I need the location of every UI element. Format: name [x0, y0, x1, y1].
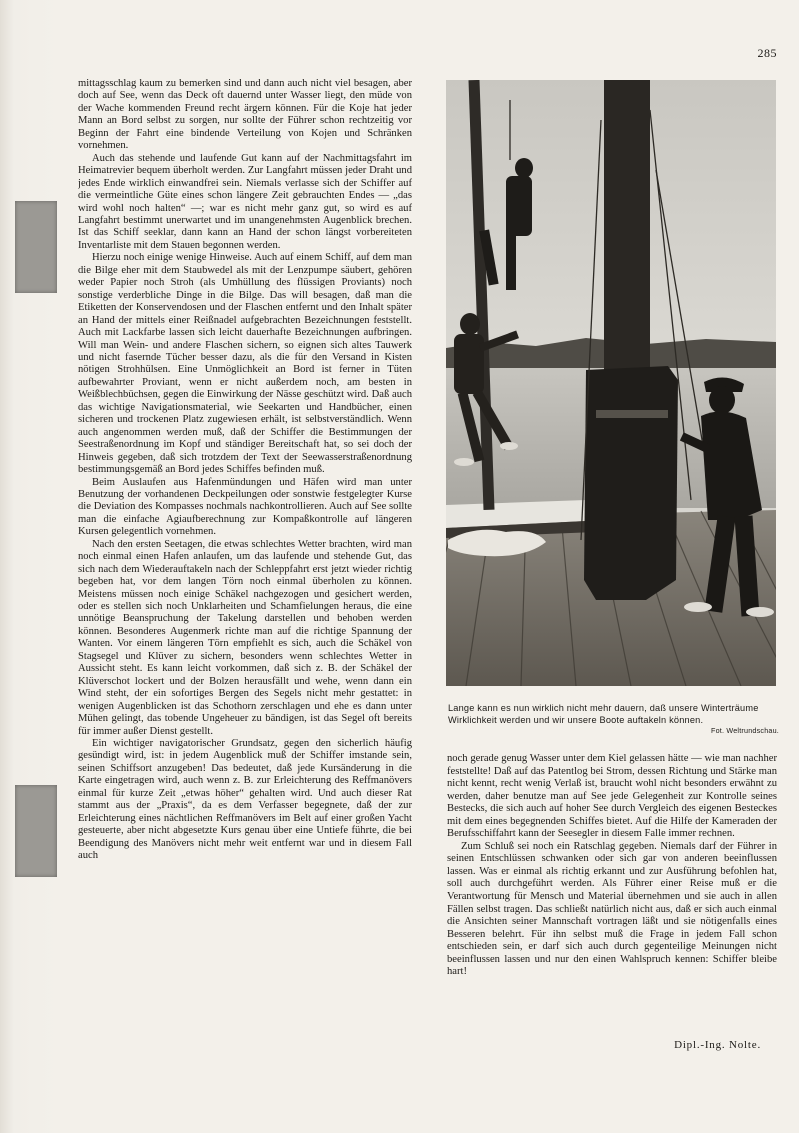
binder-hole-top	[15, 201, 57, 293]
photo-credit: Fot. Weltrundschau.	[711, 726, 779, 735]
page-number: 285	[757, 46, 777, 60]
paragraph: Zum Schluß sei noch ein Ratschlag gegeben. Niemals darf der Führer in seinen Entschlüssen schwanken oder sich gar von anderen beeinflussen lassen. Was er einmal als richtig erkannt und zur Ausführung befohlen hat, soll auch durchgeführt werden. Als Führer einer Reise muß er die Verantwortung für Mensch und Material übernehmen und sie auch in allen Fällen selbst tragen. Das schließt natürlich nicht aus, daß er sich auch einmal die Ansichten seiner Mannschaft vortragen läßt und sie nötigenfalls eines Besseren belehrt. Für ihn selbst muß die Frage in jedem Fall schon entschieden sein, er darf sich auch durch gegenteilige Meinungen nicht beeinflussen lassen und nur den einen Wahlspruch kennen: Schiffer bleibe hart!	[447, 840, 777, 978]
photo-men-on-mast	[446, 80, 776, 686]
paragraph: Ein wichtiger navigatorischer Grundsatz, gegen den sicherlich häufig gesündigt wird, ist: in jedem Augenblick muß der Schiffer imstande sein, seinen Schiffsort anzugeben! Das bedeutet, daß jede Kursänderung in die Karte eingetragen wird, auch wenn z. B. zur Erleichterung des Reffmanövers einmal für kurze Zeit „etwas höher“ gehalten wird. Und auch dieser Rat stammt aus der „Praxis“, da es dem Verfasser begegnete, daß der zur Erleichterung eines nächtlichen Reffmanövers im Belt auf einer großen Yacht gesteuerte, aber nicht abgesetzte Kurs genau über eine Untiefe führte, die bei Beendigung des Manövers nicht mehr weit entfernt war und in diesem Fall auch	[78, 738, 412, 862]
paragraph: noch gerade genug Wasser unter dem Kiel gelassen hätte — wie man nachher feststellte! Daß auf das Patentlog bei Strom, dessen Richtung und Stärke man nicht kennt, recht wenig Verlaß ist, braucht wohl nicht besonders erwähnt zu werden, daher benutze man auf See jede Gelegenheit zur Kontrolle seines Bestecks, die sich auch auf hoher See durch Vergleich des eigenen Besteckes mit dem eines begegnenden Schiffes bietet. Auf die Hilfe der Kameraden der Berufsschiffahrt kann der Seesegler in diesem Falle immer rechnen.	[447, 753, 777, 840]
right-text-column	[447, 753, 777, 1053]
paragraph: Nach den ersten Seetagen, die etwas schlechtes Wetter brachten, wird man noch einmal einen Hafen anlaufen, um das laufende und stehende Gut, das sich nach dem Wiederauftakeln nach der Schleppfahrt erst jetzt wieder richtig begeben hat, vor dem langen Törn noch einmal überholen zu können. Meistens müssen noch einige Schäkel nachgezogen und gesichert werden, oder es stellen sich noch Unklarheiten und Schamfielungen heraus, die eine unnötige Beanspruchung der Takelung darstellen und behoben werden können. Besonderes Augenmerk richte man auf die richtige Spannung der Wanten. Vor einem längeren Törn empfiehlt es sich, auch die Schäkel von Stagsegel und Klüver zu sichern, besonders wenn schlechtes Wetter in Aussicht steht. Es kann leicht vorkommen, daß sich z. B. der Schäkel der Klüverschot lockert und der Bolzen herausfällt und wehe, wenn dann ein Wind steht, der ein sofortiges Bergen des Segels nicht mehr gestattet: in wenigen Augenblicken ist das Schothorn zerschlagen und ehe es dann unter Mühen gelingt, das tobende Ungeheuer zu bändigen, ist das Segel oft bereits für immer außer Dienst gestellt.	[78, 538, 412, 737]
binder-hole-bottom	[15, 785, 57, 877]
paragraph: Auch das stehende und laufende Gut kann auf der Nachmittagsfahrt im Heimatrevier bequem überholt werden. Zur Langfahrt müssen jeder Draht und jedes Ende wirklich einwandfrei sein. Niemals verlasse sich der Schiffer auf die vermeintliche Güte eines schon längere Zeit gebrauchten Endes — „das wird wohl noch halten“ —; war es nicht mehr ganz gut, so wird es auf Langfahrt bestimmt unerwartet und im unangenehmsten Augenblick brechen. Ist das Schiff seeklar, dann kann an Hand der schon längst vorbereiteten Inventarliste mit dem Stauen begonnen werden.	[78, 152, 412, 251]
paragraph: Beim Auslaufen aus Hafenmündungen und Häfen wird man unter Benutzung der vorhandenen Deckpeilungen oder sonstwie festgelegter Kurse die Deviation des Kompasses nochmals nachkontrollieren. Auch auf See sollte man die einfache Agiaufberechnung zur Kompaßkontrolle auf längeren Kursen gelegentlich vornehmen.	[78, 476, 412, 538]
author-signature: Dipl.-Ing. Nolte.	[674, 1039, 761, 1051]
left-text-column	[78, 78, 412, 1078]
photo-caption: Lange kann es nun wirklich nicht mehr dauern, daß unsere Winterträume Wirklichkeit werden und wir unsere Boote auftakeln können.	[448, 703, 759, 725]
paragraph: mittagsschlag kaum zu bemerken sind und dann auch nicht viel besagen, aber doch auf See, wenn das Deck oft dauernd unter Wasser liegt, den müde von der Wache kommenden Freund recht ärgern können. Für die Koje hat jeder Mann an Bord selbst zu sorgen, nur sollte der Führer schon rechtzeitig vor Beginn der Fahrt eine bindende Verteilung von Kojen und Schränken vornehmen.	[78, 78, 412, 152]
paragraph: Hierzu noch einige wenige Hinweise. Auch auf einem Schiff, auf dem man die Bilge eher mit dem Staubwedel als mit der Lenzpumpe säubert, gehören weder Papier noch Stroh (als Umhüllung des flüssigen Proviants) noch sonstige verderbliche Dinge in die Bilge. Das will besagen, daß man die Etiketten der Konservendosen und der Flaschen entfernt und den Inhalt später an Hand der mittels einer Reißnadel aufgebrachten Bezeichnungen feststellt. Auch mit Lackfarbe lassen sich leicht dauerhafte Bezeichnungen aufbringen. Will man Wein- und andere Flaschen sichern, so eignen sich altes Tauwerk und nicht fasernde Tücher besser dazu, als die für den Versand in Kisten nötigen Strohhülsen. Eine Unmöglichkeit an Bord ist ferner in Tüten aufbewahrter Proviant, wenn er nicht außerdem noch, am besten in Weißblechbüchsen, gegen die Einwirkung der Nässe geschützt wird. Daß auch das wichtige Navigationsmaterial, wie Seekarten und Handbücher, einen sicheren und trockenen Platz zugewiesen erhält, ist selbstverständlich. Wenn auch angenommen werden muß, daß der Schiffer die Bestimmungen der Seestraßenordnung im Kopf und ständiger Bereitschaft hat, so sei doch der Hinweis gegeben, daß sich trotzdem der Text der Seewasserstraßenordnung bestimmungsgemäß an Bord jedes Schiffes befinden muß.	[78, 252, 412, 476]
